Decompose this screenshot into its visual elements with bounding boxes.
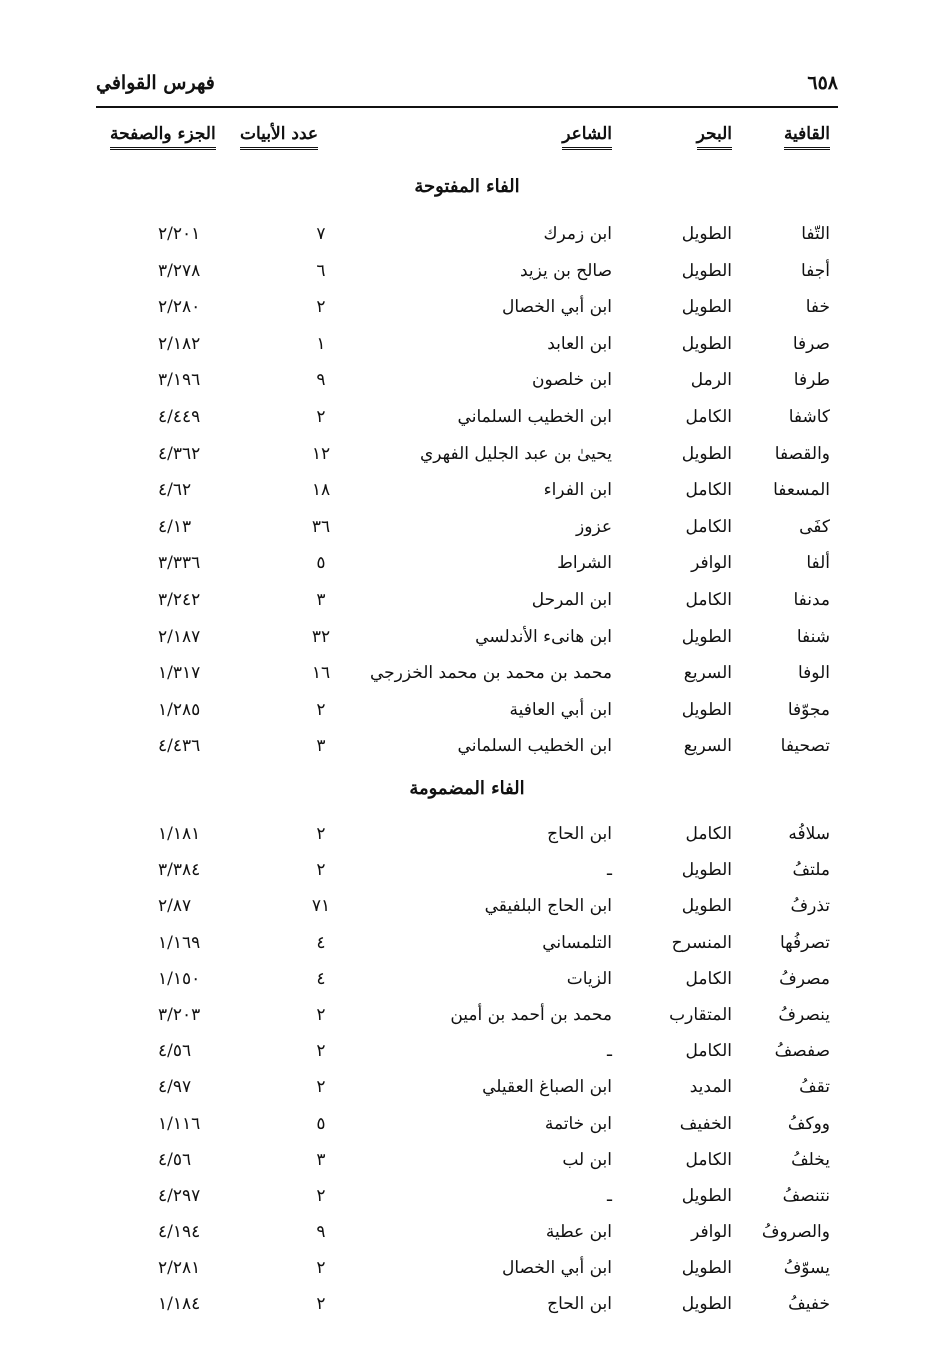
table-row [96,1250,838,1286]
poet-cell: ابن لب [562,1149,612,1170]
bahr-cell: الرمل [690,370,732,391]
table-row [96,1033,838,1069]
page-header [96,72,838,102]
bahr-cell: الكامل [685,1041,732,1062]
qafia-cell: الوفا [798,663,830,684]
qafia-cell: تصرفُها [780,932,830,953]
count-cell: ٣ [316,1149,326,1170]
poet-cell: ـ [607,1041,612,1062]
poet-cell: يحيىٰ بن عبد الجليل الفهري [419,443,612,464]
table-row [96,1142,838,1178]
poet-cell: ابن الحاج [547,824,612,844]
count-cell: ٧١ [311,896,331,917]
bahr-cell: الطويل [681,626,732,647]
poet-cell: ابن هانىء الأندلسي [475,626,612,647]
qafia-cell: والصروفُ [761,1222,830,1243]
bahr-cell: المنسرح [671,932,732,953]
qafia-cell: يسوّفُ [783,1258,830,1279]
poet-cell: ابن أبي الخصال [502,1258,612,1279]
ref-cell: ١/١١٦ [158,1113,201,1134]
bahr-cell: الطويل [681,699,732,720]
ref-cell: ٣/١٩٦ [158,370,201,391]
bahr-cell: الطويل [681,224,732,244]
ref-cell: ٤/٩٧ [158,1077,192,1098]
ref-cell: ٣/٢٠٣ [158,1004,201,1025]
count-cell: ٤ [316,932,326,953]
table-row [96,362,838,399]
qafia-cell: والقصفا [774,443,830,464]
count-cell: ٢ [316,824,326,844]
qafia-cell: المسعفا [773,480,830,501]
count-cell: ٤ [316,968,326,989]
section-rows-madmuma [96,816,838,1323]
column-header-qafia: القافية [784,124,830,150]
count-cell: ٢ [316,297,326,318]
ref-cell: ٤/٦٢ [158,480,192,501]
qafia-cell: مجوّفا [787,699,830,720]
bahr-cell: الطويل [681,443,732,464]
bahr-cell: الطويل [681,1294,732,1315]
poet-cell: ابن العابد [547,333,612,354]
poet-cell: ابن خاتمة [544,1113,612,1134]
qafia-cell: صرفا [792,333,830,354]
poet-cell: التلمساني [542,932,612,953]
qafia-cell: شنفا [796,626,830,647]
count-cell: ٥ [316,1113,326,1134]
ref-cell: ١/١٥٠ [158,968,201,989]
ref-cell: ٢/١٨٧ [158,626,201,647]
count-cell: ٢ [316,860,326,881]
count-cell: ٢ [316,699,326,720]
count-cell: ٢ [316,1077,326,1098]
count-cell: ٢ [316,1294,326,1315]
count-cell: ١٨ [311,480,331,501]
ref-cell: ٢/٢٠١ [158,224,201,244]
table-row [96,436,838,473]
table-row [96,216,838,253]
poet-cell: ابن المرحل [531,589,612,610]
poet-cell: ابن عطية [545,1222,612,1243]
bahr-cell: الطويل [681,333,732,354]
qafia-cell: مصرفُ [779,968,830,989]
count-cell: ٣٢ [311,626,331,647]
poet-cell: ابن أبي الخصال [502,297,612,318]
bahr-cell: الطويل [681,1258,732,1279]
bahr-cell: المتقارب [669,1004,732,1025]
ref-cell: ١/٢٨٥ [158,699,201,720]
poet-cell: عزوز [576,516,612,537]
bahr-cell: السريع [683,736,732,757]
section-rows-maftuha [96,216,838,765]
bahr-cell: الكامل [685,824,732,844]
bahr-cell: الكامل [685,406,732,427]
bahr-cell: الكامل [685,1149,732,1170]
qafia-cell: تذرفُ [790,896,830,917]
bahr-cell: الكامل [685,589,732,610]
ref-cell: ٢/٢٨١ [158,1258,201,1279]
bahr-cell: السريع [683,663,732,684]
table-row [96,888,838,924]
table-row [96,1214,838,1250]
qafia-cell: سلافُه [788,824,830,844]
running-title: فهرس القوافي [96,72,215,94]
ref-cell: ١/١٨٤ [158,1294,201,1315]
count-cell: ٢ [316,1004,326,1025]
bahr-cell: الوافر [691,553,732,574]
poet-cell: الزيات [566,968,612,989]
ref-cell: ٤/١٣ [158,516,192,537]
ref-cell: ٢/١٨٢ [158,333,201,354]
poet-cell: ابن الحاج [547,1294,612,1315]
qafia-cell: تصحيفا [780,736,830,757]
column-header-bahr: البحر [697,124,732,150]
qafia-cell: نتنصفُ [782,1185,830,1206]
table-row [96,619,838,656]
ref-cell: ٣/٢٤٢ [158,589,201,610]
count-cell: ٩ [316,370,326,391]
count-cell: ٣٦ [311,516,331,537]
ref-cell: ٤/٤٣٦ [158,736,201,757]
qafia-cell: مدنفا [793,589,830,610]
table-row [96,545,838,582]
poet-cell: ابن الحاج البلفيقي [484,896,612,917]
count-cell: ٢ [316,1258,326,1279]
qafia-cell: التّفا [801,224,830,244]
ref-cell: ٣/٣٨٤ [158,860,201,881]
ref-cell: ١/٣١٧ [158,663,201,684]
ref-cell: ٤/٣٦٢ [158,443,201,464]
header-rule [96,106,838,108]
count-cell: ١٦ [311,663,331,684]
page-number: ٦٥٨ [807,72,838,94]
count-cell: ٢ [316,1185,326,1206]
qafia-cell: كفَى [799,516,830,537]
ref-cell: ٢/٢٨٠ [158,297,201,318]
bahr-cell: الطويل [681,260,732,281]
table-row [96,816,838,852]
qafia-cell: أجفا [800,260,830,281]
poet-cell: صالح بن يزيد [519,260,612,281]
count-cell: ٣ [316,589,326,610]
count-cell: ٧ [316,224,326,244]
poet-cell: ـ [607,860,612,881]
bahr-cell: الطويل [681,860,732,881]
poet-cell: ابن خلصون [532,370,612,391]
table-row [96,1106,838,1142]
table-row [96,582,838,619]
bahr-cell: الكامل [685,480,732,501]
bahr-cell: الكامل [685,516,732,537]
table-row [96,326,838,363]
poet-cell: ـ [607,1185,612,1206]
column-header-poet: الشاعر [562,124,612,150]
qafia-cell: ألفا [806,553,830,574]
ref-cell: ٤/٥٦ [158,1149,192,1170]
poet-cell: محمد بن محمد بن محمد الخزرجي [369,663,612,684]
table-row [96,1286,838,1322]
qafia-cell: يخلفُ [791,1149,830,1170]
count-cell: ٢ [316,1041,326,1062]
count-cell: ١ [316,333,326,354]
poet-cell: ابن زمرك [543,224,612,244]
table-row [96,961,838,997]
qafia-cell: خفيفُ [788,1294,830,1315]
column-headers [96,124,838,158]
table-row [96,289,838,326]
table-row [96,253,838,290]
table-row [96,925,838,961]
bahr-cell: الوافر [691,1222,732,1243]
bahr-cell: الطويل [681,297,732,318]
section-title-madmuma: الفاء المضمومة [409,778,525,799]
bahr-cell: الطويل [681,896,732,917]
qafia-cell: كاشفا [788,406,830,427]
qafia-cell: ملتفُ [792,860,830,881]
poet-cell: ابن الخطيب السلماني [457,736,612,757]
poet-cell: محمد بن أحمد بن أمين [450,1004,612,1025]
poet-cell: ابن الخطيب السلماني [457,406,612,427]
column-header-ref: الجزء والصفحة [110,124,216,150]
ref-cell: ٤/٢٩٧ [158,1185,201,1206]
qafia-cell: ووكفُ [787,1113,830,1134]
table-row [96,1069,838,1105]
column-header-count: عدد الأبيات [240,124,318,150]
bahr-cell: الخفيف [679,1113,732,1134]
qafia-cell: صفصفُ [774,1041,830,1062]
count-cell: ٥ [316,553,326,574]
table-row [96,692,838,729]
table-row [96,728,838,765]
ref-cell: ٣/٢٧٨ [158,260,201,281]
bahr-cell: المديد [689,1077,732,1098]
count-cell: ١٢ [311,443,331,464]
qafia-cell: خفا [805,297,830,318]
ref-cell: ٤/٤٤٩ [158,406,201,427]
bahr-cell: الطويل [681,1185,732,1206]
qafia-cell: طرفا [793,370,830,391]
ref-cell: ٢/٨٧ [158,896,192,917]
bahr-cell: الكامل [685,968,732,989]
count-cell: ٣ [316,736,326,757]
poet-cell: ابن الفراء [543,480,612,501]
ref-cell: ٤/١٩٤ [158,1222,201,1243]
table-row [96,509,838,546]
poet-cell: الشراط [557,553,612,574]
poet-cell: ابن الصباغ العقيلي [482,1077,612,1098]
table-row [96,852,838,888]
qafia-cell: تقفُ [799,1077,830,1098]
qafia-cell: ينصرفُ [778,1004,830,1025]
ref-cell: ١/١٨١ [158,824,201,844]
table-row [96,399,838,436]
count-cell: ٩ [316,1222,326,1243]
table-row [96,472,838,509]
table-row [96,655,838,692]
ref-cell: ٣/٣٣٦ [158,553,201,574]
table-row [96,997,838,1033]
table-row [96,1178,838,1214]
count-cell: ٢ [316,406,326,427]
ref-cell: ٤/٥٦ [158,1041,192,1062]
count-cell: ٦ [316,260,326,281]
section-title-maftuha: الفاء المفتوحة [414,176,520,197]
poet-cell: ابن أبي العافية [509,699,612,720]
ref-cell: ١/١٦٩ [158,932,201,953]
